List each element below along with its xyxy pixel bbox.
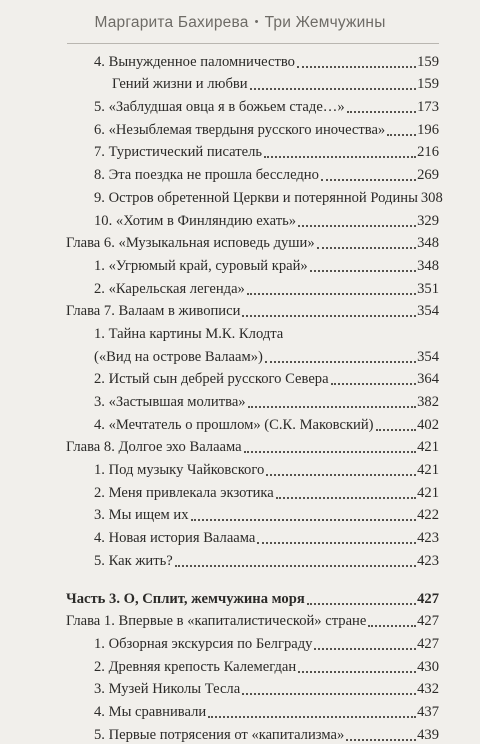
toc-entry-title: Глава 8. Долгое эхо Валаама [66, 439, 242, 456]
toc-entry-page: 439 [417, 726, 439, 743]
toc-dot-leader [387, 133, 416, 136]
toc-entry-page: 430 [417, 658, 439, 675]
toc-chapter-entry [66, 608, 439, 631]
toc-entry-title: 2. «Карельская легенда» [94, 280, 245, 297]
toc-dot-leader [314, 647, 416, 650]
toc-section-entry [66, 343, 439, 366]
toc-section-entry [66, 479, 439, 502]
header-rule [67, 43, 439, 44]
toc-entry-page: 423 [417, 530, 439, 547]
toc-entry-page: 354 [417, 348, 439, 365]
table-of-contents [66, 48, 443, 744]
toc-dot-leader [250, 87, 417, 90]
toc-entry-title: 4. Вынужденное паломничество [94, 53, 295, 70]
toc-section-entry [66, 184, 443, 207]
toc-entry-title: Глава 1. Впервые в «капиталистической» стране [66, 613, 367, 630]
toc-entry-page: 437 [417, 703, 439, 720]
toc-section-entry [66, 630, 439, 653]
toc-entry-title: 5. Первые потрясения от «капитализма» [94, 726, 345, 743]
toc-entry-title: 3. «Застывшая молитва» [94, 394, 246, 410]
toc-entry-title: 1. «Угрюмый край, суровый край» [94, 257, 308, 274]
toc-entry-page: 432 [417, 681, 439, 698]
toc-entry-page: 364 [417, 371, 439, 388]
toc-section-entry [66, 252, 439, 275]
toc-section-entry [66, 161, 439, 184]
toc-section-entry [66, 524, 439, 547]
toc-entry-title: 2. Меня привлекала экзотика [94, 484, 274, 501]
toc-entry-page: 269 [417, 167, 439, 184]
toc-dot-leader [347, 110, 416, 113]
toc-dot-leader [321, 178, 416, 181]
toc-section-entry [66, 116, 439, 139]
toc-entry-title: 4. Мы сравнивали [94, 703, 207, 720]
toc-entry-title: 8. Эта поездка не прошла бесследно [94, 167, 319, 184]
toc-entry-title: 5. Как жить? [94, 552, 173, 569]
toc-entry-title: («Вид на острове Валаам») [94, 348, 263, 365]
toc-dot-leader [317, 246, 416, 249]
toc-dot-leader [298, 224, 416, 227]
toc-section-entry [66, 456, 439, 479]
toc-entry-page: 159 [417, 53, 439, 70]
toc-entry-page: 422 [417, 507, 439, 524]
toc-entry-page: 354 [417, 303, 439, 320]
toc-dot-leader [244, 450, 416, 453]
toc-dot-leader [248, 405, 417, 408]
toc-entry-title: 6. «Незыблемая твердыня русского иночества» [94, 121, 386, 138]
toc-entry-page: 427 [417, 635, 439, 652]
toc-entry-title: Глава 6. «Музыкальная исповедь души» [66, 235, 315, 252]
toc-entry-page: 421 [417, 462, 439, 479]
toc-dot-leader [191, 518, 417, 521]
toc-section-entry [66, 48, 439, 71]
toc-chapter-entry [66, 230, 439, 253]
toc-dot-leader [175, 564, 416, 567]
toc-entry-page: 329 [417, 212, 439, 229]
toc-dot-leader [265, 360, 416, 363]
toc-dot-leader [242, 314, 416, 317]
toc-entry-page: 351 [417, 280, 439, 297]
toc-entry-title: 7. Туристический писатель [94, 144, 263, 161]
toc-entry-page: 173 [417, 99, 439, 116]
toc-dot-leader [331, 382, 417, 385]
toc-dot-leader [297, 65, 416, 68]
toc-entry-title: 5. «Заблудшая овца я в божьем стаде…» [94, 99, 345, 116]
toc-dot-leader [264, 155, 416, 158]
toc-entry-page: 216 [417, 144, 439, 161]
toc-dot-leader [307, 602, 416, 605]
toc-entry-title: 3. Мы ищем их [94, 507, 189, 524]
toc-entry-page: 159 [417, 76, 439, 93]
toc-dot-leader [247, 292, 416, 295]
toc-section-entry [66, 721, 439, 744]
header-book-title: Три Жемчужины [264, 14, 386, 31]
toc-section-entry [66, 547, 439, 570]
toc-entry-page: 427 [417, 613, 439, 630]
toc-section-entry [66, 207, 439, 230]
toc-entry-title: Гений жизни и любви [112, 76, 248, 93]
toc-entry-page: 308 [420, 189, 443, 206]
toc-dot-leader [242, 692, 416, 695]
toc-entry-page: 348 [417, 257, 439, 274]
toc-dot-leader [310, 269, 416, 272]
toc-entry-title: 4. «Мечтатель о прошлом» (С.К. Маковский) [94, 416, 374, 433]
toc-dot-leader [276, 496, 416, 499]
toc-entry-title: Глава 7. Валаам в живописи [66, 303, 241, 320]
toc-entry-page: 427 [417, 590, 439, 607]
toc-section-entry [66, 388, 439, 411]
toc-entry-page: 402 [417, 416, 439, 433]
toc-entry-title: 4. Новая история Валаама [94, 530, 256, 547]
toc-entry-title: 3. Музей Николы Тесла [94, 681, 241, 698]
toc-entry-page: 423 [417, 552, 439, 569]
toc-dot-leader [346, 738, 416, 741]
toc-dot-leader [298, 670, 416, 673]
header-author: Маргарита Бахирева [94, 14, 249, 31]
toc-section-entry [66, 653, 439, 676]
toc-dot-leader [368, 624, 416, 627]
toc-entry-title: 10. «Хотим в Финляндию ехать» [94, 212, 297, 229]
toc-dot-leader [266, 473, 416, 476]
toc-entry-page: 348 [417, 235, 439, 252]
toc-section-entry [66, 275, 439, 298]
toc-section-entry [66, 320, 439, 343]
toc-dot-leader [376, 428, 417, 431]
toc-chapter-entry [66, 434, 439, 457]
toc-entry-page: 421 [417, 439, 439, 456]
toc-entry-title: 1. Под музыку Чайковского [94, 462, 265, 479]
toc-section-entry [66, 71, 439, 94]
toc-entry-page: 196 [417, 121, 439, 138]
toc-section-entry [66, 676, 439, 699]
toc-dot-leader [257, 541, 416, 544]
toc-chapter-entry [66, 298, 439, 321]
toc-entry-title: 2. Истый сын дебрей русского Севера [94, 371, 329, 388]
toc-entry-title: 2. Древняя крепость Калемегдан [94, 658, 297, 675]
toc-section-entry [66, 93, 439, 116]
toc-dot-leader [208, 715, 416, 718]
toc-section-entry [66, 366, 439, 389]
toc-entry-title: 9. Остров обретенной Церкви и потерянной Родины [94, 189, 418, 206]
toc-section-entry [66, 698, 439, 721]
running-header [0, 14, 480, 32]
toc-entry-title: 1. Обзорная экскурсия по Белграду [94, 635, 313, 652]
toc-entry-title: Часть 3. О, Сплит, жемчужина моря [66, 590, 305, 607]
toc-entry-page: 421 [417, 484, 439, 501]
toc-section-entry [66, 139, 439, 162]
toc-entry-title: 1. Тайна картины М.К. Клодта [94, 325, 284, 342]
toc-entry-page: 382 [417, 394, 439, 410]
header-separator: • [254, 16, 259, 28]
toc-part-entry [66, 585, 439, 608]
toc-section-entry [66, 411, 439, 434]
toc-section-entry [66, 502, 439, 525]
